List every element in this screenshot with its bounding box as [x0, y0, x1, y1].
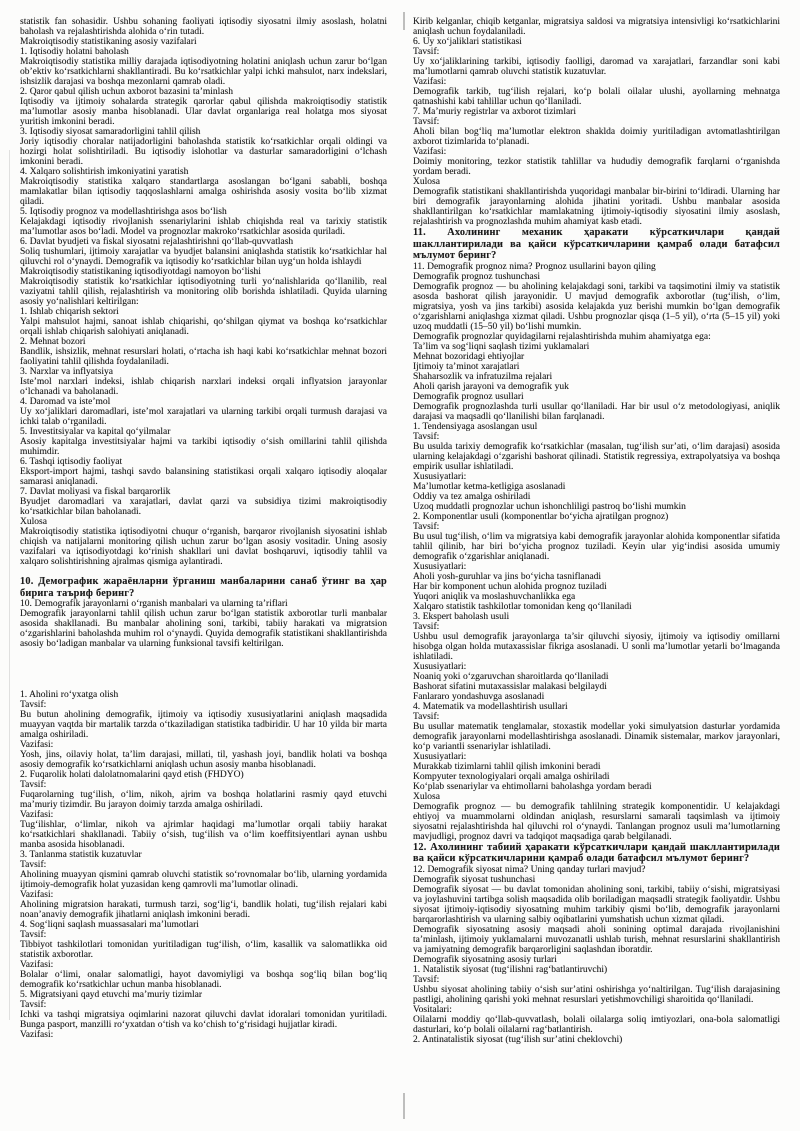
paragraph: Byudjet daromadlari va xarajatlari, davlat qarzi va subsidiya tizimi makroiqtisodiy ko‘rsatkichlar bilan baholanadi.	[20, 497, 387, 517]
paragraph: 7. Ma’muriy registrlar va axborot tizimlari	[413, 107, 576, 117]
paragraph: Bashorat sifatini mutaxassislar malakasi belgilaydi	[413, 681, 607, 692]
scan-artifact-line	[9, 150, 10, 1020]
paragraph: Joriy iqtisodiy choralar natijadorligini baholashda statistik ko‘rsatkichlar orqali oldingi va hozirgi holat solishtiriladi. Bu iqtisodiy islohotlar va dasturlar samaradorligini o‘lchash imkonini beradi.	[20, 137, 387, 167]
paragraph: Vazifasi:	[20, 740, 54, 750]
paragraph: 2. Mehnat bozori	[20, 337, 86, 347]
paragraph: Ta’lim va sog‘liqni saqlash tizimi yuklamalari	[413, 341, 590, 352]
paragraph: Tavsif:	[413, 521, 440, 532]
paragraph: Makroiqtisodiy statistika milliy darajada iqtisodiyotning holatini aniqlash uchun zarur bo‘lgan ob’ektiv ko‘rsatkichlarni shakllantiradi. Bu ko‘rsatkichlar yalpi ichki mahsulot, narx indekslari, ishsizlik darajasi va boshqa mezonlarni qamrab oladi.	[20, 57, 387, 87]
paragraph: Demografik siyosatning asosiy turlari	[413, 954, 557, 965]
paragraph: Tavsif:	[413, 431, 440, 442]
paragraph: 11. Demografik prognoz nima? Prognoz usullarini bayon qiling	[413, 261, 656, 272]
paragraph: Tavsif:	[20, 780, 47, 790]
paragraph: 3. Tanlanma statistik kuzatuvlar	[20, 850, 142, 860]
paragraph: Demografik prognozlashda turli usullar qo‘llaniladi. Har bir usul o‘z metodologiyasi, aniqlik darajasi va maqsadli qo‘llanilishi bilan farqlanadi.	[413, 401, 780, 422]
paragraph: Mehnat bozoridagi ehtiyojlar	[413, 351, 525, 362]
paragraph: Tavsif:	[20, 860, 47, 870]
paragraph: 3. Iqtisodiy siyosat samaradorligini tahlil qilish	[20, 127, 201, 137]
paragraph: Aholi yosh-guruhlar va jins bo‘yicha tasniflanadi	[413, 571, 602, 582]
paragraph: Kirib kelganlar, chiqib ketganlar, migratsiya saldosi va migratsiya intensivligi ko‘rsatkichlarini aniqlash uchun foydalaniladi.	[413, 17, 780, 37]
paragraph: Ijtimoiy ta’minot xarajatlari	[413, 361, 520, 372]
paragraph: 3. Narxlar va inflyatsiya	[20, 367, 113, 377]
paragraph: 6. Davlat byudjeti va fiskal siyosatni rejalashtirishni qo‘llab-quvvatlash	[20, 237, 294, 247]
spacer	[20, 567, 387, 576]
paragraph: Har bir komponent uchun alohida prognoz tuziladi	[413, 581, 607, 592]
paragraph: Iqtisodiy va ijtimoiy sohalarda strategik qarorlar qabul qilishda makroiqtisodiy statistik ma’lumotlar asosiy manba hisoblanadi. Ular davlat organlariga real holatga mos siyosat yuritish imkonini beradi.	[20, 97, 387, 127]
spacer	[20, 649, 387, 690]
text-column-left	[20, 17, 387, 1040]
paragraph: 4. Daromad va iste’mol	[20, 397, 111, 407]
paragraph: Uzoq muddatli prognozlar uchun ishonchliligi pastroq bo‘lishi mumkin	[413, 501, 686, 512]
paragraph: 6. Uy xo‘jaliklari statistikasi	[413, 37, 522, 47]
paragraph: Aholi qarish jarayoni va demografik yuk	[413, 381, 569, 392]
paragraph: 2. Komponentlar usuli (komponentlar bo‘yicha ajratilgan prognoz)	[413, 511, 669, 522]
question-heading: 10. Демографик жараёнларни ўрганиш манбаларини санаб ўтинг ва ҳар бирига таъриф беринг?	[20, 576, 387, 599]
paragraph: Ko‘plab ssenariylar va ehtimollarni baholashga yordam beradi	[413, 781, 652, 792]
paragraph: Demografik prognozlar quyidagilarni rejalashtirishda muhim ahamiyatga ega:	[413, 331, 711, 342]
paragraph: Bu usul tug‘ilish, o‘lim va migratsiya kabi demografik jarayonlar alohida komponentlar sifatida tahlil qilinib, har biri bo‘yicha prognoz tuziladi. Keyin ular yig‘indisi asosida umumiy demografik o‘zgarishlar aniqlanadi.	[413, 531, 780, 562]
paragraph: Soliq tushumlari, ijtimoiy xarajatlar va byudjet balansini aniqlashda statistik ko‘rsatkichlar hal qiluvchi rol o‘ynaydi. Demografik va iqtisodiy ko‘rsatkichlar bilan uyg‘un holda ishlaydi	[20, 247, 387, 267]
paragraph: Xalqaro statistik tashkilotlar tomonidan keng qo‘llaniladi	[413, 601, 632, 612]
paragraph: Vazifasi:	[413, 77, 447, 87]
text-column-right	[413, 17, 780, 1045]
paragraph: Kelajakdagi iqtisodiy rivojlanish ssenariylarini ishlab chiqishda real va tarixiy statistik ma’lumotlar asos bo‘ladi. Model va prognozlar makroko‘rsatkichlar asosida quriladi.	[20, 217, 387, 237]
paragraph: 1. Tendensiyaga asoslangan usul	[413, 421, 538, 432]
paragraph: Demografik siyosat tushunchasi	[413, 874, 536, 885]
paragraph: Demografik siyosatning asosiy maqsadi aholi sonining optimal darajada rivojlanishini ta’minlash, ijtimoiy yuklamalarni muvozanatli ushlab turish, mehnat resurslarini shakllantirish va jamiyatning demografik barqarorligini saqlashdan iboratdir.	[413, 924, 780, 955]
paragraph: Vazifasi:	[20, 1030, 54, 1040]
paragraph: Fuqarolarning tug‘ilish, o‘lim, nikoh, ajrim va boshqa holatlarini rasmiy qayd etuvchi ma’muriy tizimdir. Bu jarayon doimiy tarzda amalga oshiriladi.	[20, 790, 387, 810]
paragraph: Bandlik, ishsizlik, mehnat resurslari holati, o‘rtacha ish haqi kabi ko‘rsatkichlar mehnat bozori faoliyatini tahlil qilishda foydalaniladi.	[20, 347, 387, 367]
paragraph: Aholi bilan bog‘liq ma’lumotlar elektron shaklda doimiy yuritiladigan avtomatlashtirilgan axborot tizimlarida to‘planadi.	[413, 127, 780, 147]
paragraph: Vazifasi:	[413, 147, 447, 157]
paragraph: Xulosa	[413, 177, 440, 187]
paragraph: 2. Qaror qabul qilish uchun axborot bazasini ta’minlash	[20, 87, 233, 97]
paragraph: Xususiyatlari:	[413, 751, 467, 762]
paragraph: 1. Iqtisodiy holatni baholash	[20, 47, 129, 57]
paragraph: Tavsif:	[20, 930, 47, 940]
paragraph: Tavsif:	[413, 621, 440, 632]
paragraph: Vazifasi:	[20, 810, 54, 820]
paragraph: Tavsif:	[413, 47, 440, 57]
paragraph: 7. Davlat moliyasi va fiskal barqarorlik	[20, 487, 171, 497]
paragraph: Vositalari:	[413, 1004, 452, 1015]
paragraph: Tavsif:	[20, 1000, 47, 1010]
paragraph: Tavsif:	[20, 700, 47, 710]
paragraph: Makroiqtisodiy statistik ko‘rsatkichlar iqtisodiyotning turli yo‘nalishlarida qo‘llanilib, real vaziyatni tahlil qilish, rejalashtirish va monitoring olib borishda ishlatiladi. Quyida ularning asosiy yo‘nalishlari keltirilgan:	[20, 277, 387, 307]
paragraph: Yuqori aniqlik va moslashuvchanlikka ega	[413, 591, 576, 602]
paragraph: 4. Sog‘liqni saqlash muassasalari ma’lumotlari	[20, 920, 199, 930]
paragraph: Oddiy va tez amalga oshiriladi	[413, 491, 531, 502]
paragraph: Demografik prognoz — bu demografik tahlilning strategik komponentidir. U kelajakdagi ehtiyoj va muammolarni oldindan aniqlash, resurslarni samarali taqsimlash va ijtimoiy siyosatni rejalashtirishda hal qiluvchi rol o‘ynaydi. Tanlangan prognoz usuli ma’lumotlarning mavjudligi, prognoz davri va tadqiqot maqsadiga qarab belgilanadi.	[413, 801, 780, 842]
paragraph: Demografik prognoz — bu aholining kelajakdagi soni, tarkibi va taqsimotini ilmiy va statistik asosda bashorat qilish jarayonidir. U mavjud demografik axborotlar (tug‘ilish, o‘lim, migratsiya, yosh va jins tarkibi) asosida kelajakda yuz berishi mumkin bo‘lgan demografik o‘zgarishlarni aniqlashga xizmat qiladi. Ushbu prognozlar qisqa (1–5 yil), o‘rta (5–15 yil) yoki uzoq muddatli (15–50 yil) bo‘lishi mumkin.	[413, 281, 780, 332]
paragraph: 1. Natalistik siyosat (tug‘ilishni rag‘batlantiruvchi)	[413, 964, 608, 975]
paragraph: Eksport-import hajmi, tashqi savdo balansining statistikasi orqali xalqaro iqtisodiy aloqalar samarasi aniqlanadi.	[20, 467, 387, 487]
paragraph: Xulosa	[20, 517, 47, 527]
paragraph: Yosh, jins, oilaviy holat, ta’lim darajasi, millati, til, yashash joyi, bandlik holati va boshqa asosiy demografik ko‘rsatkichlarni aniqlash uchun asosiy manba hisoblanadi.	[20, 750, 387, 770]
paragraph: Demografik tarkib, tug‘ilish rejalari, ko‘p bolali oilalar ulushi, ayollarning mehnatga qatnashishi kabi tahlillar uchun qo‘llaniladi.	[413, 87, 780, 107]
paragraph: Bu usullar matematik tenglamalar, stoxastik modellar yoki simulyatsion dasturlar yordamida demografik jarayonlarni modellashtirishga asoslanadi. Dinamik sistemalar, markov jarayonlari, ko‘p variantli ssenariylar ishlatiladi.	[413, 721, 780, 752]
paragraph: Tavsif:	[413, 711, 440, 722]
paragraph: Uy xo‘jaliklari daromadlari, iste’mol xarajatlari va ularning tarkibi orqali turmush darajasi va ichki talab o‘rganiladi.	[20, 407, 387, 427]
paragraph: Ma’lumotlar ketma-ketligiga asoslanadi	[413, 481, 566, 492]
paragraph: Shaharsozlik va infratuzilma rejalari	[413, 371, 553, 382]
paragraph: Tavsif:	[413, 974, 440, 985]
paragraph: Vazifasi:	[20, 890, 54, 900]
question-heading: 11. Ахолининг механик ҳаракати кўрсаткичлари қандай шакллантирилади ва қайси кўрсаткичларини қамраб олади батафсил мълумот беринг?	[413, 227, 780, 261]
paragraph: Xususiyatlari:	[413, 661, 467, 672]
paragraph: 4. Xalqaro solishtirish imkoniyatini yaratish	[20, 167, 189, 177]
paragraph: 1. Ishlab chiqarish sektori	[20, 307, 119, 317]
paragraph: Iste’mol narxlari indeksi, ishlab chiqarish narxlari indeksi orqali inflyatsion jarayonlar o‘lchanadi va baholanadi.	[20, 377, 387, 397]
paragraph: Ichki va tashqi migratsiya oqimlarini nazorat qiluvchi davlat idoralari tomonidan yuritiladi. Bunga pasport, manzilli ro‘yxatdan o‘tish va ko‘chish to‘g‘risidagi hujjatlar kiradi.	[20, 1010, 387, 1030]
paragraph: Vazifasi:	[20, 960, 54, 970]
paragraph: Demografik statistikani shakllantirishda yuqoridagi manbalar bir-birini to‘ldiradi. Ularning har biri demografik jarayonlarning alohida jihatini yoritadi. Ushbu manbalar asosida shakllantirilgan ko‘rsatkichlar mamlakatning ijtimoiy-iqtisodiy siyosatini ilmiy asoslash, rejalashtirish va prognozlashda muhim ahamiyat kasb etadi.	[413, 187, 780, 227]
paragraph: Tavsif:	[413, 117, 440, 127]
paragraph: 6. Tashqi iqtisodiy faoliyat	[20, 457, 123, 467]
paragraph: Kompyuter texnologiyalari orqali amalga oshiriladi	[413, 771, 610, 782]
paragraph: 4. Matematik va modellashtirish usullari	[413, 701, 568, 712]
paragraph: Uy xo‘jaliklarining tarkibi, iqtisodiy faolligi, daromad va xarajatlari, farzandlar soni kabi ma’lumotlarni qamrab oluvchi statistik kuzatuvlar.	[413, 57, 780, 77]
paragraph: Doimiy monitoring, tezkor statistik tahlillar va hududiy demografik farqlarni o‘rganishda yordam beradi.	[413, 157, 780, 177]
paragraph: Fanlararo yondashuvga asoslanadi	[413, 691, 545, 702]
paragraph: Bu butun aholining demografik, ijtimoiy va iqtisodiy xususiyatlarini aniqlash maqsadida muayyan vaqtda bir martalik tarzda o‘tkaziladigan statistika tadbiridir. U har 10 yilda bir marta amalga oshiriladi.	[20, 710, 387, 740]
paragraph: Xususiyatlari:	[413, 471, 467, 482]
paragraph: 2. Antinatalistik siyosat (tug‘ilish sur’atini cheklovchi)	[413, 1034, 623, 1045]
paragraph: 5. Migratsiyani qayd etuvchi ma’muriy tizimlar	[20, 990, 202, 1000]
paragraph: Aholining migratsion harakati, turmush tarzi, sog‘lig‘i, bandlik holati, tug‘ilish rejalari kabi noan’anaviy demografik jihatlarni aniqlash imkonini beradi.	[20, 900, 387, 920]
paragraph: Bu usulda tarixiy demografik ko‘rsatkichlar (masalan, tug‘ilish sur’ati, o‘lim darajasi) asosida ularning kelajakdagi o‘zgarishi bashorat qilinadi. Statistik regressiya, extrapolyatsiya va boshqa empirik usullar ishlatiladi.	[413, 441, 780, 472]
paragraph: Aholining muayyan qismini qamrab oluvchi statistik so‘rovnomalar bo‘lib, ularning yordamida ijtimoiy-demografik holat yuzasidan keng qamrovli ma’lumotlar olinadi.	[20, 870, 387, 890]
paragraph: 2. Fuqarolik holati dalolatnomalarini qayd etish (FHDYO)	[20, 770, 244, 780]
paragraph: 5. Investitsiyalar va kapital qo‘yilmalar	[20, 427, 171, 437]
paragraph: statistik fan sohasidir. Ushbu sohaning faoliyati iqtisodiy siyosatni ilmiy asoslash, holatni baholash va rejalashtirishda alohida o‘rin tutadi.	[20, 17, 387, 37]
paragraph: Oilalarni moddiy qo‘llab-quvvatlash, bolali oilalarga soliq imtiyozlari, ona-bola salomatligi dasturlari, ko‘p bolali oilalarni rag‘batlantirish.	[413, 1014, 780, 1035]
paragraph: Murakkab tizimlarni tahlil qilish imkonini beradi	[413, 761, 601, 772]
paragraph: Makroiqtisodiy statistikaning asosiy vazifalari	[20, 37, 197, 47]
paragraph: Makroiqtisodiy statistikaning iqtisodiyotdagi namoyon bo‘lishi	[20, 267, 261, 277]
paragraph: 10. Demografik jarayonlarni o‘rganish manbalari va ularning ta’riflari	[20, 599, 288, 609]
paragraph: Xulosa	[413, 791, 440, 802]
paragraph: 5. Iqtisodiy prognoz va modellashtirishga asos bo‘lish	[20, 207, 227, 217]
paragraph: Xususiyatlari:	[413, 561, 467, 572]
paragraph: Ushbu usul demografik jarayonlarga ta’sir qiluvchi siyosiy, ijtimoiy va iqtisodiy omillarni hisobga olgan holda mutaxassislar fikriga asoslanadi. U sonli ma’lumotlar yetarli bo‘lmaganda ishlatiladi.	[413, 631, 780, 662]
paragraph: Makroiqtisodiy statistika iqtisodiyotni chuqur o‘rganish, barqaror rivojlanish siyosatini ishlab chiqish va natijalarni monitoring qilish uchun zarur bo‘lgan asosiy vositadir. Uning asosiy vazifalari va iqtisodiyotdagi ko‘rinish shakllari uni davlat boshqaruvi, iqtisodiy tahlil va xalqaro solishtirishning ajralmas qismiga aylantiradi.	[20, 527, 387, 567]
paragraph: Demografik prognoz usullari	[413, 391, 524, 402]
paragraph: Demografik jarayonlarni tahlil qilish uchun zarur bo‘lgan statistik axborotlar turli manbalar asosida shakllanadi. Bu manbalar aholining soni, tarkibi, tabiiy harakati va migratsion o‘zgarishlarini baholashda muhim rol o‘ynaydi. Quyida demografik statistikani shakllantirishda asosiy bo‘ladigan manbalar va ularning funksional tavsifi keltirilgan.	[20, 609, 387, 649]
scan-artifact-line	[403, 1093, 405, 1119]
paragraph: Yalpi mahsulot hajmi, sanoat ishlab chiqarishi, qo‘shilgan qiymat va boshqa ko‘rsatkichlar orqali ishlab chiqarish salohiyati aniqlanadi.	[20, 317, 387, 337]
paragraph: Bolalar o‘limi, onalar salomatligi, hayot davomiyligi va boshqa sog‘liq bilan bog‘liq demografik ko‘rsatkichlar uchun manba hisoblanadi.	[20, 970, 387, 990]
paragraph: 12. Demografik siyosat nima? Uning qanday turlari mavjud?	[413, 864, 646, 875]
paragraph: Ushbu siyosat aholining tabiiy o‘sish sur’atini oshirishga yo‘naltirilgan. Tug‘ilish darajasining pastligi, aholining qarishi yoki mehnat resurslari yetishmovchiligi sharoitida qo‘llaniladi.	[413, 984, 780, 1005]
paragraph: 3. Ekspert baholash usuli	[413, 611, 510, 622]
paragraph: Demografik siyosat — bu davlat tomonidan aholining soni, tarkibi, tabiiy o‘sishi, migratsiyasi va joylashuvini tartibga solish maqsadida olib boriladigan maqsadli strategik faoliyatdir. Ushbu siyosat ijtimoiy-iqtisodiy siyosatning muhim tarkibiy qismi bo‘lib, demografik jarayonlarni barqarorlashtirish va ularning salbiy oqibatlarini yumshatish uchun xizmat qiladi.	[413, 884, 780, 925]
paragraph: Makroiqtisodiy statistika xalqaro standartlarga asoslangan bo‘lgani sababli, boshqa mamlakatlar bilan iqtisodiy taqqoslashlarni amalga oshirishda asosiy vosita bo‘lib xizmat qiladi.	[20, 177, 387, 207]
paragraph: 1. Aholini ro‘yxatga olish	[20, 690, 119, 700]
paragraph: Demografik prognoz tushunchasi	[413, 271, 541, 282]
scan-artifact-line	[403, 12, 405, 30]
question-heading: 12. Ахолининг табиий ҳаракати кўрсаткичлари қандай шакллантирилади ва қайси кўрсаткичларини қамраб олади батафсил мълумот беринг?	[413, 841, 780, 864]
paragraph: Noaniq yoki o‘zgaruvchan sharoitlarda qo‘llaniladi	[413, 671, 609, 682]
paragraph: Tug‘ilishlar, o‘limlar, nikoh va ajrimlar haqidagi ma’lumotlar orqali tabiiy harakat ko‘rsatkichlari shakllanadi. Tabiiy o‘sish, tug‘ilish va o‘lim koeffitsiyentlari aynan ushbu manba asosida hisoblanadi.	[20, 820, 387, 850]
paragraph: Tibbiyot tashkilotlari tomonidan yuritiladigan tug‘ilish, o‘lim, kasallik va salomatlikka oid statistik axborotlar.	[20, 940, 387, 960]
paragraph: Asosiy kapitalga investitsiyalar hajmi va tarkibi iqtisodiy o‘sish omillarini tahlil qilishda muhimdir.	[20, 437, 387, 457]
